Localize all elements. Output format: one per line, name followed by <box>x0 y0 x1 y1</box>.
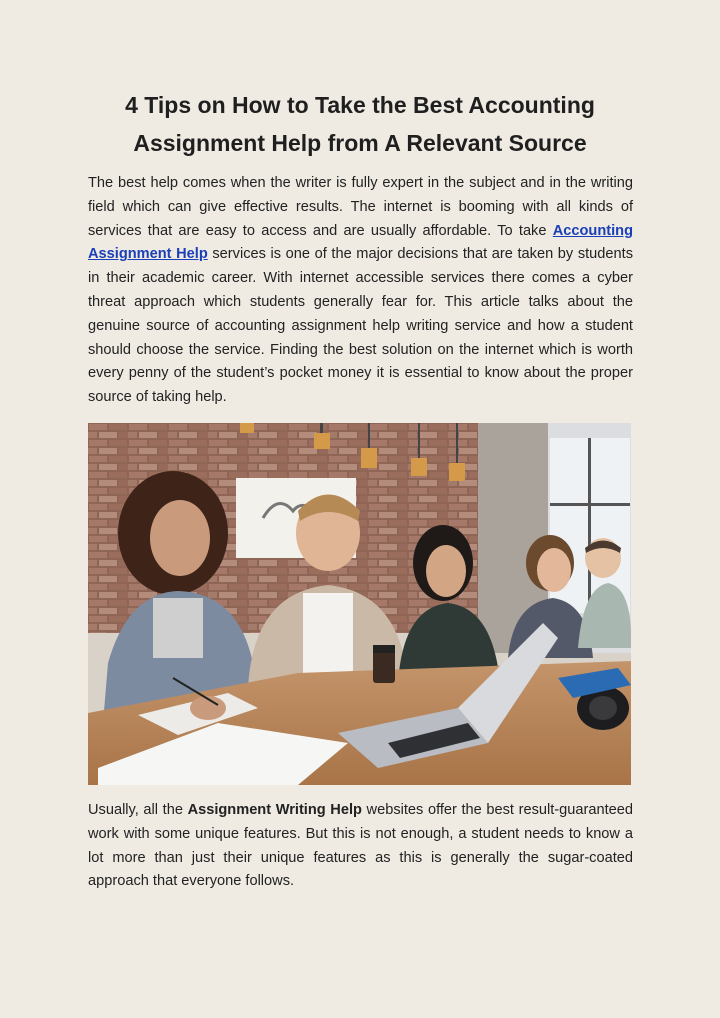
page-title <box>60 86 660 162</box>
students-photo <box>88 423 631 785</box>
title-line-2: Assignment Help from A Relevant Source <box>133 130 587 156</box>
title-line-1: 4 Tips on How to Take the Best Accounting <box>125 92 595 118</box>
intro-paragraph <box>88 172 633 410</box>
students-photo-illustration <box>88 423 631 785</box>
assignment-writing-help-bold: Assignment Writing Help <box>187 802 362 818</box>
accounting-assignment-help-link[interactable]: Accounting Assignment Help <box>88 222 633 263</box>
second-text-start: Usually, all the <box>88 802 188 818</box>
intro-text-end: services is one of the major decisions that are taken by students in their academic career. With internet accessible services there comes a cyber threat approach which students generally fear for. This article talks about the genuine source of accounting assignment help writing service and how a student should choose the service. Finding the best solution on the internet which is worth every penny of the student’s pocket money it is essential to know about the proper source of taking help. <box>88 246 634 406</box>
second-paragraph <box>88 799 633 894</box>
intro-text-start: The best help comes when the writer is fully expert in the subject and in the writing field which can give effective results. The internet is booming with all kinds of services that are easy to access and are usually affordable. To take <box>88 175 633 239</box>
second-text-end: websites offer the best result-guaranteed work with some unique features. But this is not enough, a student needs to know a lot more than just their unique features as this is generally the sugar-coated approach that everyone follows. <box>88 802 633 890</box>
